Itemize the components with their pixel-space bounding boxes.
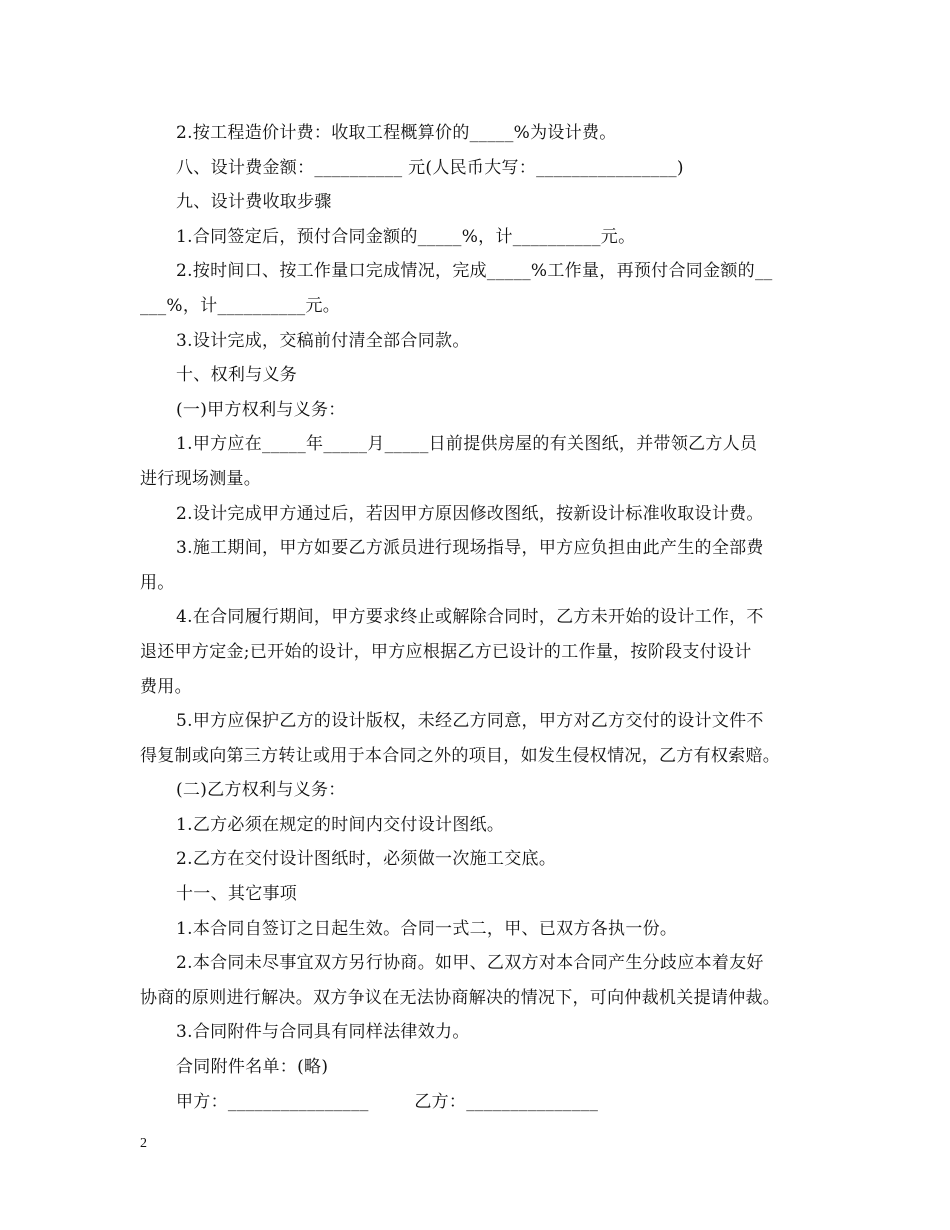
page-number: 2: [140, 1136, 147, 1151]
section-heading: 九、设计费收取步骤: [176, 192, 332, 213]
section-heading: 十一、其它事项: [176, 884, 298, 905]
text-line: ___%，计__________元。: [140, 295, 341, 316]
text-line: 1.本合同自签订之日起生效。合同一式二，甲、已双方各执一份。: [176, 918, 678, 939]
text-line: 用。: [140, 572, 175, 593]
text-line: 1.合同签定后，预付合同金额的_____%，计__________元。: [176, 226, 636, 247]
signature-line: 甲方：________________ 乙方：_______________: [176, 1091, 599, 1112]
text-line: 2.按时间口、按工作量口完成情况，完成_____%工作量，再预付合同金额的__: [176, 261, 773, 282]
text-line: 2.按工程造价计费：收取工程概算价的_____%为设计费。: [176, 123, 617, 143]
section-heading: 十、权利与义务: [176, 365, 298, 386]
text-line: 3.合同附件与合同具有同样法律效力。: [176, 1022, 470, 1043]
text-line: 费用。: [140, 676, 192, 697]
text-line: 4.在合同履行期间，甲方要求终止或解除合同时，乙方未开始的设计工作，不: [176, 607, 764, 628]
text-line: 协商的原则进行解决。双方争议在无法协商解决的情况下，可向仲裁机关提请仲裁。: [140, 987, 781, 1008]
text-line: 3.施工期间，甲方如要乙方派员进行现场指导，甲方应负担由此产生的全部费: [176, 538, 764, 559]
text-line: 八、设计费金额：__________ 元(人民币大写：________________): [176, 157, 684, 178]
text-line: 退还甲方定金;已开始的设计，甲方应根据乙方已设计的工作量，按阶段支付设计: [140, 641, 752, 662]
text-line: 合同附件名单：(略): [176, 1057, 329, 1078]
text-line: 2.乙方在交付设计图纸时，必须做一次施工交底。: [176, 849, 557, 870]
text-line: 2.本合同未尽事宜双方另行协商。如甲、乙双方对本合同产生分歧应本着友好: [176, 953, 764, 974]
text-line: 1.甲方应在_____年_____月_____日前提供房屋的有关图纸，并带领乙方人员: [176, 434, 758, 455]
text-line: 1.乙方必须在规定的时间内交付设计图纸。: [176, 814, 505, 835]
text-line: 3.设计完成，交稿前付清全部合同款。: [176, 330, 470, 351]
text-line: 得复制或向第三方转让或用于本合同之外的项目，如发生侵权情况，乙方有权索赔。: [140, 745, 781, 766]
text-line: 进行现场测量。: [140, 468, 262, 489]
text-line: 5.甲方应保护乙方的设计版权，未经乙方同意，甲方对乙方交付的设计文件不: [176, 711, 764, 732]
text-line: 2.设计完成甲方通过后，若因甲方原因修改图纸，按新设计标准收取设计费。: [176, 503, 764, 524]
subsection-heading: (二)乙方权利与义务：: [176, 780, 346, 801]
document-body: [140, 116, 830, 1119]
subsection-heading: (一)甲方权利与义务：: [176, 399, 346, 420]
